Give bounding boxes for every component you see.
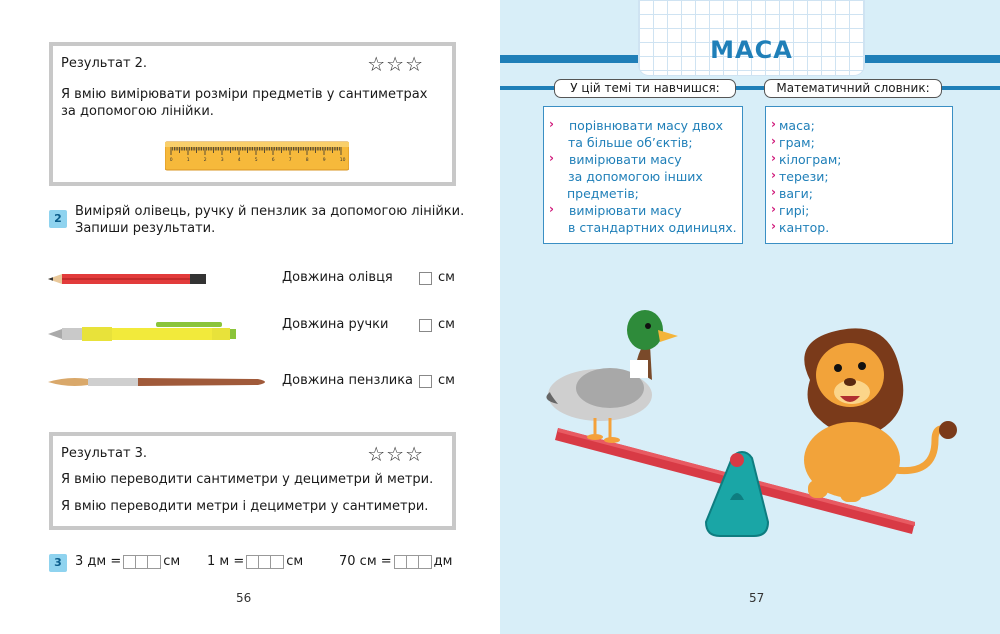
dictionary-item: гирі; <box>779 203 810 218</box>
conversion-1-unit: см <box>163 554 181 569</box>
duck-image <box>546 310 678 443</box>
learn-item: за допомогою інших <box>568 169 703 184</box>
ruler-tick-label: 5 <box>254 158 258 163</box>
ruler-tick-label: 8 <box>305 158 309 163</box>
lion-image <box>804 328 957 502</box>
result-2-line1: Я вмію вимірювати розміри предметів у сантиметрах <box>61 87 428 102</box>
page-number-right: 57 <box>749 591 765 605</box>
measure-pencil-label: Довжина олівця <box>282 270 393 285</box>
dictionary-bullet: › <box>771 168 776 182</box>
ruler-tick-label: 3 <box>220 158 224 163</box>
conversion-1 <box>75 554 180 569</box>
conversion-1-cells[interactable] <box>123 555 161 569</box>
learn-item: предметів; <box>567 186 639 201</box>
dictionary-bullet: › <box>771 219 776 233</box>
measure-pen-row <box>282 317 457 335</box>
learn-label: У цій темі ти навчишся: <box>554 79 736 98</box>
conversion-2-unit: см <box>286 554 304 569</box>
ruler-tick-label: 10 <box>339 158 346 163</box>
ruler-image <box>165 140 349 172</box>
result-2-title: Результат 2. <box>61 56 148 71</box>
measure-pencil-unit: см <box>438 270 455 285</box>
ruler-tick-label: 9 <box>322 158 326 163</box>
dictionary-bullet: › <box>771 185 776 199</box>
conversion-3-cells[interactable] <box>394 555 432 569</box>
learn-item: вимірювати масу <box>569 152 682 167</box>
measure-brush-row <box>282 373 457 391</box>
dictionary-bullet: › <box>771 117 776 131</box>
conversion-3 <box>339 554 452 569</box>
result-3-stars[interactable]: ☆☆☆ <box>367 442 424 466</box>
learn-item: вимірювати масу <box>569 203 682 218</box>
ruler-tick-label: 0 <box>169 158 173 163</box>
pencil-image <box>48 272 208 286</box>
conversion-3-left: 70 см = <box>339 554 392 569</box>
dictionary-label: Математичний словник: <box>764 79 942 98</box>
dictionary-bullet: › <box>771 151 776 165</box>
ruler-tick-label: 4 <box>237 158 241 163</box>
dictionary-item: грам; <box>779 135 815 150</box>
result-3-line1: Я вмію переводити сантиметри у дециметри й метри. <box>61 472 434 487</box>
result-3-title: Результат 3. <box>61 446 148 461</box>
ruler-tick-label: 1 <box>186 158 190 163</box>
conversion-2-cells[interactable] <box>246 555 284 569</box>
seesaw-illustration <box>540 300 960 545</box>
measure-pencil-input[interactable] <box>419 272 432 285</box>
right-page <box>500 0 1000 634</box>
brush-image <box>48 373 274 391</box>
conversion-1-left: 3 дм = <box>75 554 122 569</box>
task-2-line1: Виміряй олівець, ручку й пензлик за допомогою лінійки. <box>75 204 465 219</box>
learn-list-box <box>543 106 743 244</box>
measure-pen-label: Довжина ручки <box>282 317 389 332</box>
task-2-line2: Запиши результати. <box>75 221 216 236</box>
ruler-tick-label: 2 <box>203 158 207 163</box>
dictionary-item: кантор. <box>779 220 830 235</box>
measure-brush-input[interactable] <box>419 375 432 388</box>
result-3-box <box>49 432 456 530</box>
learn-item: та більше об’єктів; <box>568 135 693 150</box>
result-2-line2: за допомогою лінійки. <box>61 104 214 119</box>
conversion-2-left: 1 м = <box>207 554 245 569</box>
dictionary-bullet: › <box>771 134 776 148</box>
learn-bullet: › <box>549 117 554 131</box>
result-3-line2: Я вмію переводити метри і дециметри у сантиметри. <box>61 499 429 514</box>
ruler-tick-label: 7 <box>288 158 292 163</box>
dictionary-item: ваги; <box>779 186 813 201</box>
dictionary-item: маса; <box>779 118 815 133</box>
dictionary-item: кілограм; <box>779 152 842 167</box>
title-card <box>639 0 864 75</box>
page-number-left: 56 <box>236 591 252 605</box>
result-2-box <box>49 42 456 186</box>
dictionary-bullet: › <box>771 202 776 216</box>
measure-brush-label: Довжина пензлика <box>282 373 414 388</box>
page-title: МАСА <box>710 36 793 64</box>
conversion-3-unit: дм <box>433 554 453 569</box>
learn-bullet: › <box>549 202 554 216</box>
pen-image <box>48 319 238 345</box>
learn-bullet: › <box>549 151 554 165</box>
measure-brush-unit: см <box>438 373 455 388</box>
learn-item: порівнювати масу двох <box>569 118 724 133</box>
measure-pen-unit: см <box>438 317 455 332</box>
learn-item: в стандартних одиницях. <box>568 220 737 235</box>
measure-pen-input[interactable] <box>419 319 432 332</box>
dictionary-item: терези; <box>779 169 829 184</box>
ruler-tick-label: 6 <box>271 158 275 163</box>
conversion-2 <box>207 554 303 569</box>
result-2-stars[interactable]: ☆☆☆ <box>367 52 424 76</box>
measure-pencil-row <box>282 270 457 288</box>
task-2-number: 2 <box>49 210 67 228</box>
dictionary-list-box <box>765 106 953 244</box>
task-3-number: 3 <box>49 554 67 572</box>
